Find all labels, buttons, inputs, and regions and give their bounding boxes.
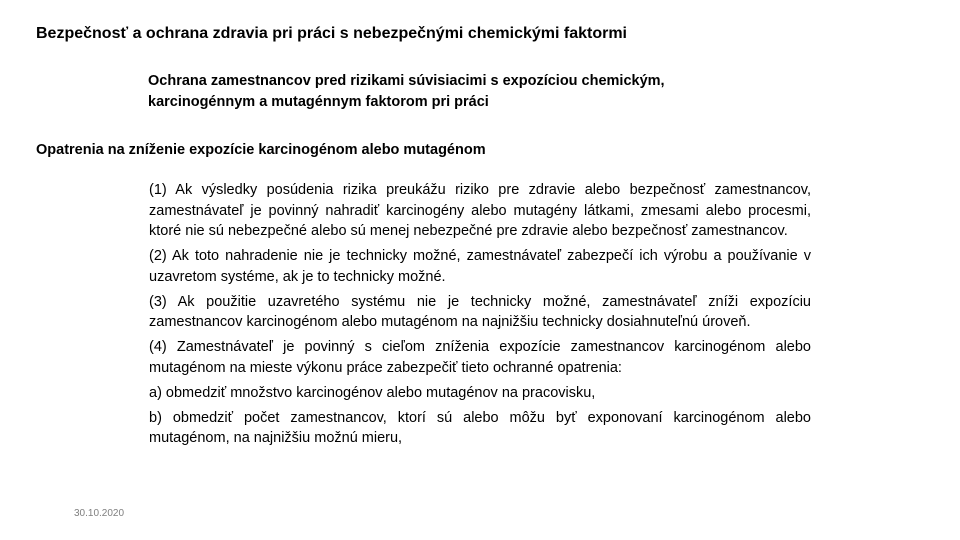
paragraph-1: (1) Ak výsledky posúdenia rizika preukážu riziko pre zdravie alebo bezpečnosť zamestnancov, zamestnávateľ je povinný nahradiť karcinogény alebo mutagény látkami, zmesami alebo procesmi, ktoré nie sú nebezpečné alebo sú menej nebezpečné pre zdravie alebo bezpečnosť zamestnancov. [149, 182, 811, 239]
paragraph-4: (4) Zamestnávateľ je povinný s cieľom zníženia expozície zamestnancov karcinogénom alebo mutagénom na mieste výkonu práce zabezpečiť tieto ochranné opatrenia: [149, 339, 811, 376]
paragraph-2: (2) Ak toto nahradenie nie je technicky možné, zamestnávateľ zabezpečí ich výrobu a používanie v uzavretom systéme, ak je to technicky možné. [149, 248, 811, 285]
slide-subtitle [148, 71, 848, 113]
subtitle-line-1: Ochrana zamestnancov pred rizikami súvisiacimi s expozíciou chemickým, [148, 73, 665, 89]
slide-title: Bezpečnosť a ochrana zdravia pri práci s nebezpečnými chemickými faktormi [36, 25, 627, 42]
list-item-a: a) obmedziť množstvo karcinogénov alebo mutagénov na pracovisku, [149, 384, 596, 401]
body-text [149, 180, 811, 453]
paragraph-3: (3) Ak použitie uzavretého systému nie je technicky možné, zamestnávateľ zníži expozíciu zamestnancov karcinogénom alebo mutagénom na najnižšiu technicky dosiahnuteľnú úroveň. [149, 293, 811, 330]
slide-date: 30.10.2020 [74, 508, 125, 519]
section-heading: Opatrenia na zníženie expozície karcinogénom alebo mutagénom [36, 142, 486, 158]
subtitle-line-2: karcinogénnym a mutagénnym faktorom pri práci [148, 94, 489, 110]
list-item-b: b) obmedziť počet zamestnancov, ktorí sú alebo môžu byť exponovaní karcinogénom alebo mutagénom, na najnižšiu možnú mieru, [149, 409, 811, 446]
